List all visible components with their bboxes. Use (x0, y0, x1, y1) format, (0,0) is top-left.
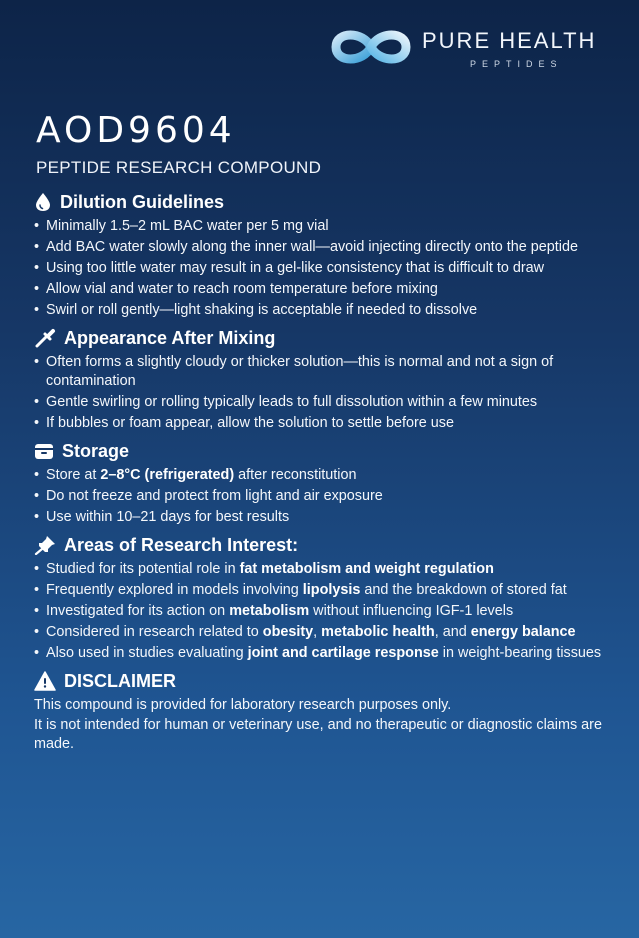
product-subtitle: PEPTIDE RESEARCH COMPOUND (36, 158, 322, 177)
brand-subtitle: PEPTIDES (470, 59, 563, 69)
list-item: • Allow vial and water to reach room temperature before mixing (34, 280, 624, 299)
list-item: • Investigated for its action on metabolism without influencing IGF-1 levels (34, 602, 624, 621)
list-item: • Swirl or roll gently—light shaking is acceptable if needed to dissolve (34, 301, 624, 320)
dilution-section (34, 190, 624, 320)
disclaimer-text: This compound is provided for laboratory research purposes only. It is not intended for human or veterinary use, and no therapeutic or diagnostic claims are made. (34, 697, 602, 752)
list-item: • Studied for its potential role in fat metabolism and weight regulation (34, 560, 624, 579)
research-heading: Areas of Research Interest: (64, 534, 299, 555)
brand-logo (330, 22, 620, 78)
product-title: AOD9604 (36, 110, 236, 151)
list-item: • Often forms a slightly cloudy or thicker solution—this is normal and not a sign of contamination (34, 353, 624, 391)
list-item: • Store at 2–8°C (refrigerated) after reconstitution (34, 466, 624, 485)
list-item: • Using too little water may result in a gel-like consistency that is difficult to draw (34, 259, 624, 278)
list-item: • Minimally 1.5–2 mL BAC water per 5 mg vial (34, 217, 624, 236)
list-item: • Considered in research related to obesity, metabolic health, and energy balance (34, 623, 624, 642)
storage-section (34, 439, 624, 527)
content (34, 190, 624, 755)
infinity-logo-icon (330, 22, 412, 72)
list-item: • Do not freeze and protect from light and air exposure (34, 487, 624, 506)
list-item: • Also used in studies evaluating joint and cartilage response in weight-bearing tissues (34, 644, 624, 663)
research-section (34, 533, 624, 663)
list-item: • If bubbles or foam appear, allow the solution to settle before use (34, 414, 624, 433)
appearance-list (34, 353, 624, 433)
pipette-icon (34, 328, 56, 348)
list-item: • Frequently explored in models involving lipolysis and the breakdown of stored fat (34, 581, 624, 600)
pin-icon (34, 535, 56, 555)
research-list (34, 560, 624, 663)
appearance-section (34, 326, 624, 433)
dilution-heading: Dilution Guidelines (60, 191, 225, 212)
storage-list (34, 466, 624, 527)
box-icon (34, 442, 54, 460)
appearance-heading: Appearance After Mixing (64, 327, 276, 348)
disclaimer-section (34, 669, 624, 755)
list-item: • Use within 10–21 days for best results (34, 508, 624, 527)
dilution-list (34, 217, 624, 320)
droplet-icon (34, 192, 52, 212)
storage-heading: Storage (62, 440, 130, 461)
list-item: • Gentle swirling or rolling typically leads to full dissolution within a few minutes (34, 393, 624, 412)
disclaimer-heading: DISCLAIMER (64, 670, 176, 691)
brand-name: PURE HEALTH (422, 28, 597, 53)
warning-icon (34, 671, 56, 691)
list-item: • Add BAC water slowly along the inner wall—avoid injecting directly onto the peptide (34, 238, 624, 257)
